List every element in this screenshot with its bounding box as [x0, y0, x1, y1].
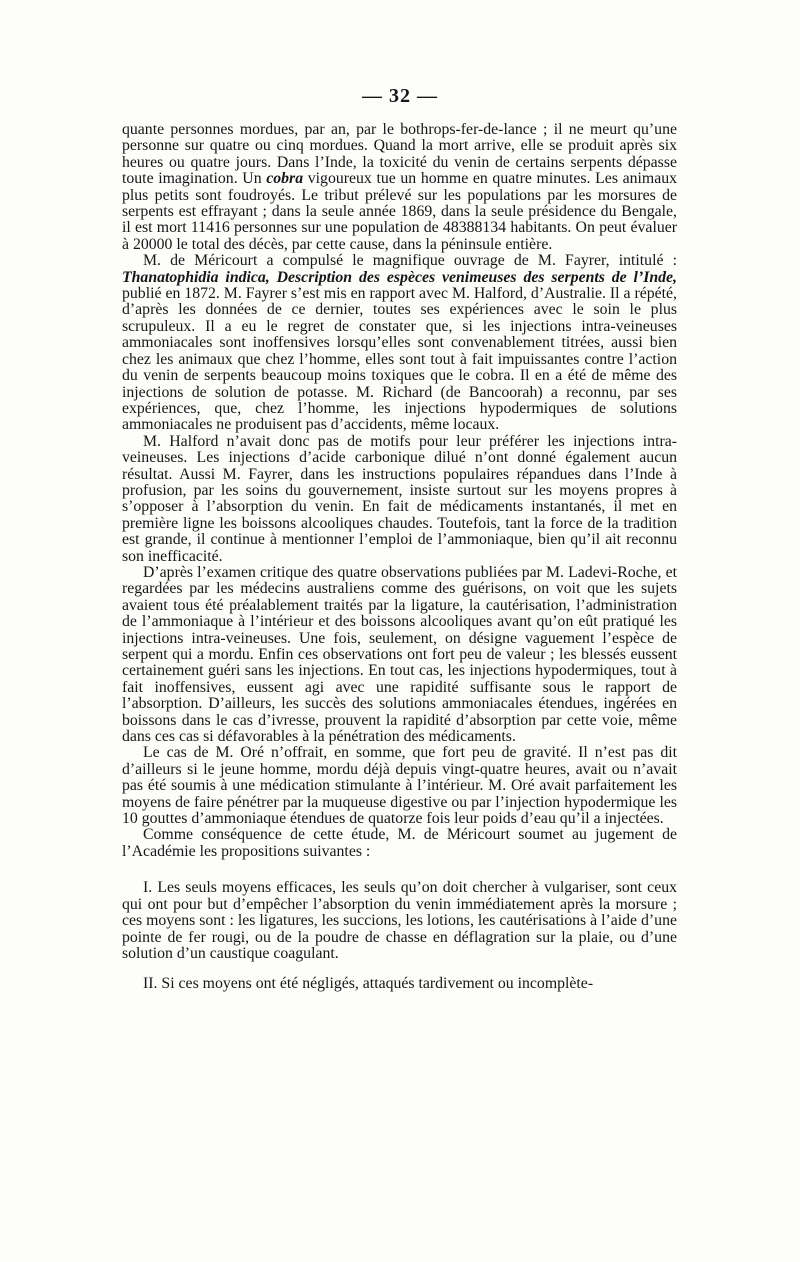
proposition-1: I. Les seuls moyens efficaces, les seuls qu’on doit chercher à vulgariser, sont ceux qui ont pour but d’empêcher l’absorption du venin immédiatement après la morsure ; ces moyens sont : les ligatures, les succions, les lotions, les cautérisations à l’aide d’une pointe de fer rougi, ou de la poudre de chasse en déflagration sur la plaie, ou d’une solution d’un caustique coagulant.	[122, 879, 677, 962]
proposition-2: II. Si ces moyens ont été négligés, attaqués tardivement ou incomplète-	[143, 975, 594, 993]
paragraph-6: Comme conséquence de cette étude, M. de Méricourt soumet au jugement de l’Académie les propositions suivantes :	[122, 826, 677, 860]
page-number: — 32 —	[362, 85, 438, 107]
paragraph-2-text-a: M. de Méricourt a compulsé le magnifique ouvrage de M. Fayrer, intitulé :	[143, 252, 677, 270]
paragraph-1-text-a: quante personnes mordues, par an, par le bothrops-fer-de-lance ; il ne meurt qu’une personne sur quatre ou cinq mordues. Quand la mort arrive, elle se produit après six heures ou quatre jours. Dans l’Inde, la toxicité du venin de certains serpents dépasse toute imagination. Un	[122, 121, 677, 188]
body-text	[122, 122, 677, 993]
paragraph-1-text-b: vigoureux tue un homme en quatre minutes. Les animaux plus petits sont foudroyés. Le tribut prélevé sur les populations par les morsures de serpents est effrayant ; dans la seule année 1869, dans la seule présidence du Bengale, il est mort 11416 personnes sur une population de 48388134 habitants. On peut évaluer à 20000 le total des décès, par cette cause, dans la péninsule entière.	[122, 170, 678, 253]
paragraph-2	[122, 253, 677, 433]
paragraph-1-emphasis: cobra	[266, 170, 304, 188]
paragraph-1	[122, 122, 677, 253]
paragraph-2-text-b: publié en 1872. M. Fayrer s’est mis en rapport avec M. Halford, d’Australie. Il a répété, d’après les données de ce dernier, toutes ses expériences avec le soin le plus scrupuleux. Il a eu le regret de constater que, si les injections intra-veineuses ammoniacales sont inoffensives lorsqu’elles sont convenablement titrées, aussi bien chez les animaux que chez l’homme, elles sont tout à fait impuissantes contre l’action du venin de serpents beaucoup moins toxiques que le cobra. Il en a été de même des injections de solution de potasse. M. Richard (de Bancoorah) a reconnu, par ses expériences, que, chez l’homme, les injections hypodermiques de solutions ammoniacales ne produisent pas d’accidents, même locaux.	[122, 285, 677, 434]
paragraph-3: M. Halford n’avait donc pas de motifs pour leur préférer les injections intra-veineuses. Les injections d’acide carbonique dilué n’ont donné également aucun résultat. Aussi M. Fayrer, dans les instructions populaires répandues dans l’Inde à profusion, par les soins du gouvernement, insiste surtout sur les moyens propres à s’opposer à l’absorption du venin. En fait de médicaments instantanés, il met en première ligne les boissons alcooliques chaudes. Toutefois, tant la force de la tradition est grande, il continue à mentionner l’emploi de l’ammoniaque, bien qu’il ait reconnu son inefficacité.	[122, 432, 677, 565]
paragraph-2-book-title: Thanatophidia indica, Description des espèces venimeuses des serpents de l’Inde,	[122, 268, 677, 286]
paragraph-5: Le cas de M. Oré n’offrait, en somme, que fort peu de gravité. Il n’est pas dit d’ailleurs si le jeune homme, mordu déjà depuis vingt-quatre heures, avait ou n’avait pas été soumis à une médication stimulante à l’intérieur. M. Oré avait parfaitement les moyens de faire pénétrer par la muqueuse digestive ou par l’injection hypodermique les 10 gouttes d’ammoniaque étendues de quatorze fois leur poids d’eau qu’il a injectées.	[122, 744, 677, 828]
paragraph-4: D’après l’examen critique des quatre observations publiées par M. Ladevi-Roche, et regardées par les médecins australiens comme des guérisons, on voit que les sujets avaient tous été préalablement traités par la ligature, la cautérisation, l’administration de l’ammoniaque à l’intérieur et des boissons alcooliques avant qu’on eût pratiqué les injections intra-veineuses. Une fois, seulement, on désigne vaguement l’espèce de serpent qui a mordu. Enfin ces observations ont fort peu de valeur ; les blessés eussent certainement guéri sans les injections. En tout cas, les injections hypodermiques, tout à fait inoffensives, eussent agi avec une rapidité suffisante sous le rapport de l’absorption. D’ailleurs, les succès des solutions ammoniacales étendues, ingérées en boissons dans le cas d’ivresse, prouvent la rapidité d’absorption par cette voie, même dans ces cas si défavorables à la pénétration des médicaments.	[122, 563, 677, 746]
